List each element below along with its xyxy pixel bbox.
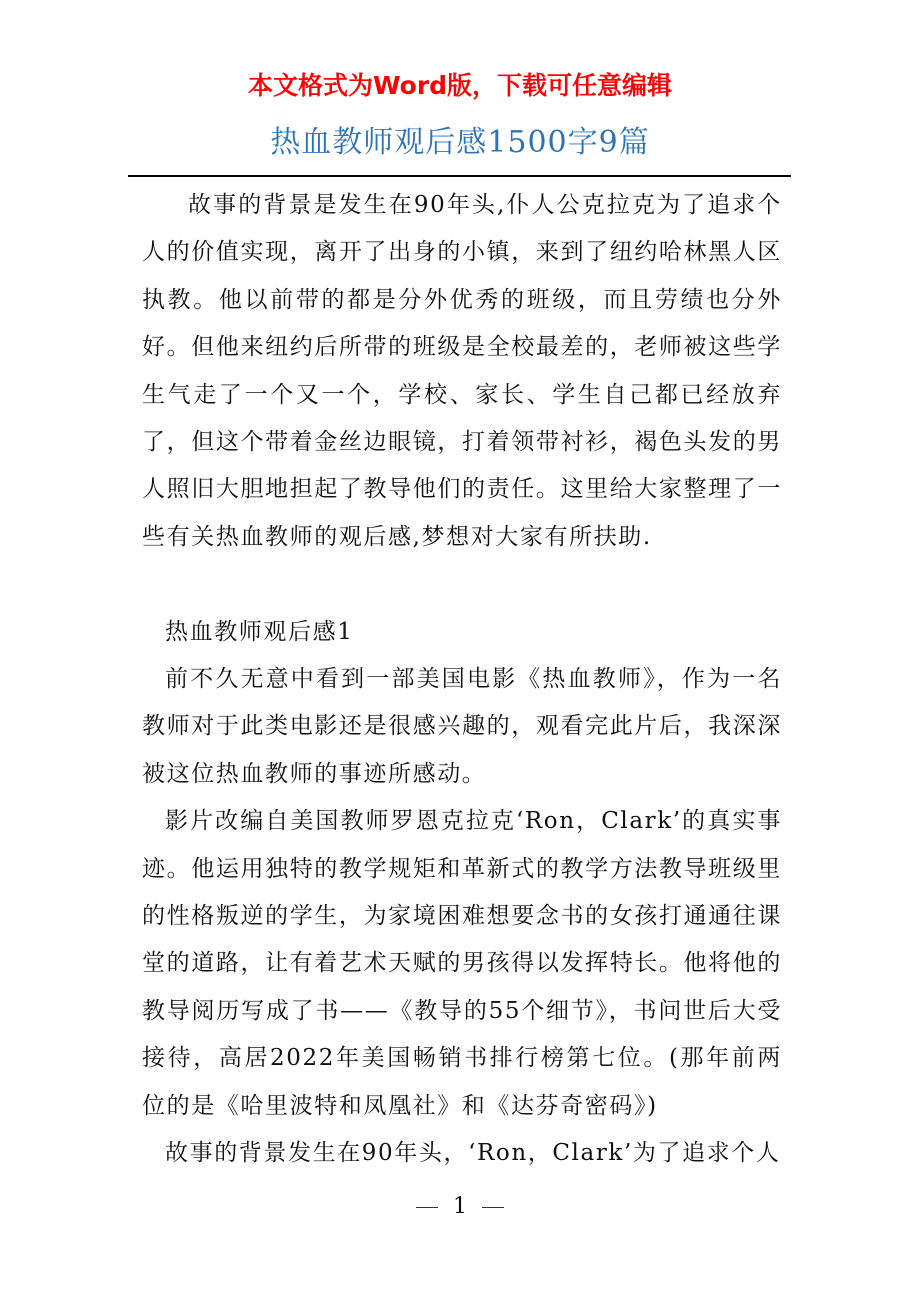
dash-right xyxy=(482,1207,504,1208)
body-paragraph: 前不久无意中看到一部美国电影《热血教师》，作为一名教师对于此类电影还是很感兴趣的，观看完此片后，我深深被这位热血教师的事迹所感动。 xyxy=(142,666,782,787)
body-paragraph: 影片改编自美国教师罗恩克拉克‘Ron，Clark’的真实事迹。他运用独特的教学规矩和革新式的教学方法教导班级里的性格叛逆的学生，为家境困难想要念书的女孩打通通往课堂的道路，让有着艺术天赋的男孩得以发挥特长。他将他的教导阅历写成了书——《教导的55个细节》，书问世后大受接待，高居2022年美国畅销书排行榜第七位。(那年前两位的是《哈里波特和凤凰社》和《达芬奇密码》) xyxy=(142,808,782,1119)
section-heading: 热血教师观后感1 xyxy=(165,618,354,645)
word-format-banner: 本文格式为Word版，下载可任意编辑 xyxy=(247,71,673,100)
body-paragraph: 故事的背景发生在90年头，‘Ron，Clark’为了追求个人 xyxy=(165,1140,781,1167)
document-title: 热血教师观后感1500字9篇 xyxy=(270,125,650,160)
page-footer xyxy=(0,1192,920,1222)
page-number: 1 xyxy=(453,1194,467,1219)
title-divider xyxy=(128,175,791,177)
document-body xyxy=(142,182,782,1178)
dash-left xyxy=(416,1207,438,1208)
intro-paragraph: 故事的背景是发生在90年头,仆人公克拉克为了追求个人的价值实现，离开了出身的小镇，来到了纽约哈林黑人区执教。他以前带的都是分外优秀的班级，而且劳绩也分外好。但他来纽约后所带的班级是全校最差的，老师被这些学生气走了一个又一个，学校、家长、学生自己都已经放弃了，但这个带着金丝边眼镜，打着领带衬衫，褐色头发的男人照旧大胆地担起了教导他们的责任。这里给大家整理了一些有关热血教师的观后感,梦想对大家有所扶助. xyxy=(142,192,782,550)
